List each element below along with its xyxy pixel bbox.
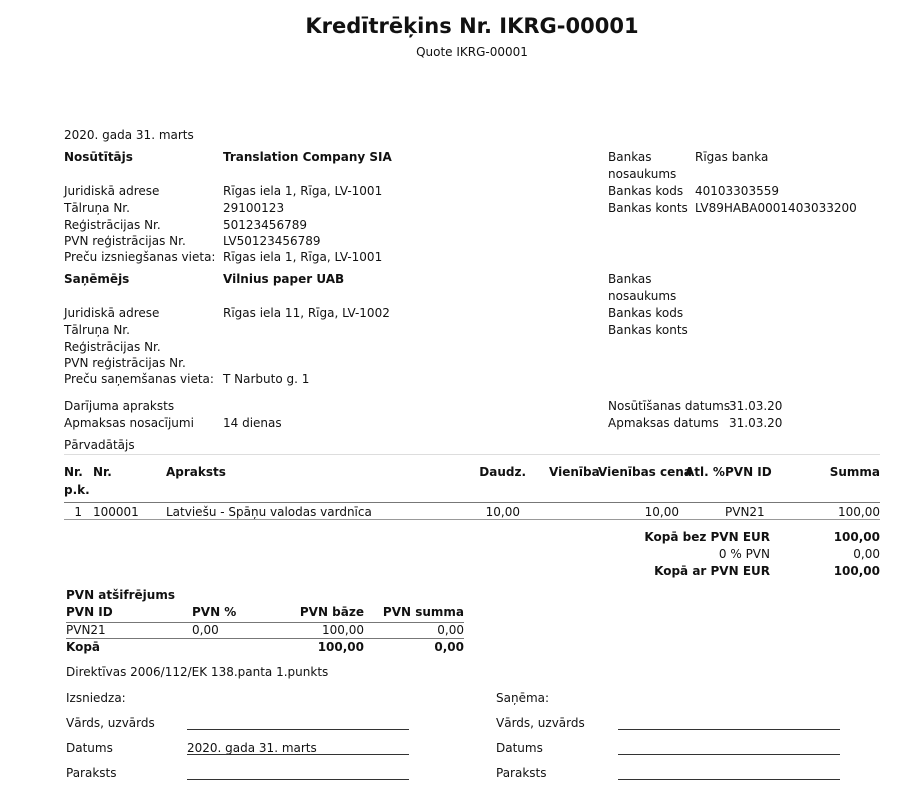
col-header-nr-pk-2: p.k. xyxy=(64,483,90,497)
sender-field-value: Rīgas iela 1, Rīga, LV-1001 xyxy=(223,184,383,198)
receiver-bank-name-label-2: nosaukums xyxy=(608,289,677,303)
vat-row-base: 100,00 xyxy=(322,623,364,637)
col-header-sum: Summa xyxy=(829,465,880,479)
col-header-vat-id: PVN ID xyxy=(725,465,772,479)
sender-bank-name-label: Bankas xyxy=(608,150,652,164)
sender-field-value: Rīgas iela 1, Rīga, LV-1001 xyxy=(223,250,383,264)
sender-bank-account-label: Bankas konts xyxy=(608,201,688,215)
vat-col-header-pct: PVN % xyxy=(192,605,237,619)
vat-total-sum: 0,00 xyxy=(434,640,464,654)
row-qty: 10,00 xyxy=(485,505,520,519)
vat-label: 0 % PVN xyxy=(718,547,770,561)
receiver-field-value: Rīgas iela 11, Rīga, LV-1002 xyxy=(223,306,390,320)
receiver-label: Saņēmējs xyxy=(64,272,130,286)
directive-note: Direktīvas 2006/112/EK 138.panta 1.punkts xyxy=(66,665,329,679)
receiver-field-value: T Narbuto g. 1 xyxy=(223,372,310,386)
sender-field-label: Preču izsniegšanas vieta: xyxy=(64,250,216,264)
vat-total-label: Kopā xyxy=(66,640,101,654)
vat-row-id: PVN21 xyxy=(66,623,106,637)
table-row-divider xyxy=(64,519,880,520)
col-header-description: Apraksts xyxy=(166,465,226,479)
vat-breakdown-title: PVN atšifrējums xyxy=(66,588,175,602)
transaction-description-label: Darījuma apraksts xyxy=(64,399,175,413)
receiver-bank-account-label: Bankas konts xyxy=(608,323,688,337)
ship-date-label: Nosūtīšanas datums xyxy=(608,399,731,413)
col-header-discount: Atl. % xyxy=(685,465,725,479)
sender-field-label: Juridiskā adrese xyxy=(64,184,160,198)
receiver-field-label: Tālruņa Nr. xyxy=(64,323,130,337)
col-header-unit-price: Vienības cena xyxy=(598,465,692,479)
total-with-vat-value: 100,00 xyxy=(833,564,880,578)
receiver-bank-code-label: Bankas kods xyxy=(608,306,684,320)
receiver-bank-name-label: Bankas xyxy=(608,272,652,286)
sender-field-value: 50123456789 xyxy=(223,218,307,232)
document-title: Kredītrēķins Nr. IKRG-00001 xyxy=(305,14,639,38)
sender-bank-name-value: Rīgas banka xyxy=(695,150,769,164)
row-vat-id: PVN21 xyxy=(725,505,765,519)
receiver-field-label: Preču saņemšanas vieta: xyxy=(64,372,214,386)
receiver-field-label: PVN reģistrācijas Nr. xyxy=(64,356,186,370)
row-unit-price: 10,00 xyxy=(644,505,679,519)
issued-date-value: 2020. gada 31. marts xyxy=(187,741,317,755)
sender-label: Nosūtītājs xyxy=(64,150,133,164)
sender-field-value: LV50123456789 xyxy=(223,234,321,248)
sender-name: Translation Company SIA xyxy=(223,150,392,164)
total-without-vat-value: 100,00 xyxy=(833,530,880,544)
col-header-nr: Nr. xyxy=(93,465,112,479)
issued-sign-line xyxy=(187,779,409,780)
payment-date-label: Apmaksas datums xyxy=(608,416,719,430)
sender-bank-code-value: 40103303559 xyxy=(695,184,779,198)
sender-bank-code-label: Bankas kods xyxy=(608,184,684,198)
row-nr: 100001 xyxy=(93,505,139,519)
received-name-label: Vārds, uzvārds xyxy=(496,716,585,730)
payment-date-value: 31.03.20 xyxy=(729,416,783,430)
receiver-field-label: Reģistrācijas Nr. xyxy=(64,340,161,354)
received-by-title: Saņēma: xyxy=(496,691,550,705)
issued-date-label: Datums xyxy=(66,741,113,755)
sender-bank-account-value: LV89HABA0001403033200 xyxy=(695,201,857,215)
received-date-label: Datums xyxy=(496,741,543,755)
vat-col-header-sum: PVN summa xyxy=(382,605,464,619)
issued-date-line xyxy=(187,754,409,755)
sender-field-label: Reģistrācijas Nr. xyxy=(64,218,161,232)
received-name-line xyxy=(618,729,840,730)
receiver-name: Vilnius paper UAB xyxy=(223,272,345,286)
row-pk: 1 xyxy=(74,505,82,519)
row-description: Latviešu - Spāņu valodas vardnīca xyxy=(166,505,372,519)
payment-terms-label: Apmaksas nosacījumi xyxy=(64,416,194,430)
col-header-unit: Vienība xyxy=(549,465,600,479)
issued-name-line xyxy=(187,729,409,730)
document-date: 2020. gada 31. marts xyxy=(64,128,194,142)
received-date-line xyxy=(618,754,840,755)
col-header-nr-pk: Nr. xyxy=(64,465,83,479)
vat-col-header-base: PVN bāze xyxy=(299,605,364,619)
received-sign-label: Paraksts xyxy=(496,766,547,780)
ship-date-value: 31.03.20 xyxy=(729,399,783,413)
sender-bank-name-label-2: nosaukums xyxy=(608,167,677,181)
col-header-qty: Daudz. xyxy=(479,465,526,479)
vat-row-divider xyxy=(66,638,464,639)
table-header-divider xyxy=(64,502,880,503)
received-sign-line xyxy=(618,779,840,780)
issued-name-label: Vārds, uzvārds xyxy=(66,716,155,730)
payment-terms-value: 14 dienas xyxy=(223,416,282,430)
total-with-vat-label: Kopā ar PVN EUR xyxy=(654,564,770,578)
sender-field-label: Tālruņa Nr. xyxy=(64,201,130,215)
document-subtitle: Quote IKRG-00001 xyxy=(416,45,528,59)
vat-total-base: 100,00 xyxy=(317,640,364,654)
total-without-vat-label: Kopā bez PVN EUR xyxy=(644,530,770,544)
vat-value: 0,00 xyxy=(853,547,880,561)
receiver-field-label: Juridiskā adrese xyxy=(64,306,160,320)
carrier-label: Pārvadātājs xyxy=(64,438,135,452)
issued-sign-label: Paraksts xyxy=(66,766,117,780)
sender-field-value: 29100123 xyxy=(223,201,285,215)
row-sum: 100,00 xyxy=(838,505,880,519)
issued-by-title: Izsniedza: xyxy=(66,691,126,705)
vat-row-pct: 0,00 xyxy=(192,623,219,637)
vat-row-sum: 0,00 xyxy=(437,623,464,637)
divider xyxy=(64,454,880,455)
vat-col-header-id: PVN ID xyxy=(66,605,113,619)
sender-field-label: PVN reģistrācijas Nr. xyxy=(64,234,186,248)
